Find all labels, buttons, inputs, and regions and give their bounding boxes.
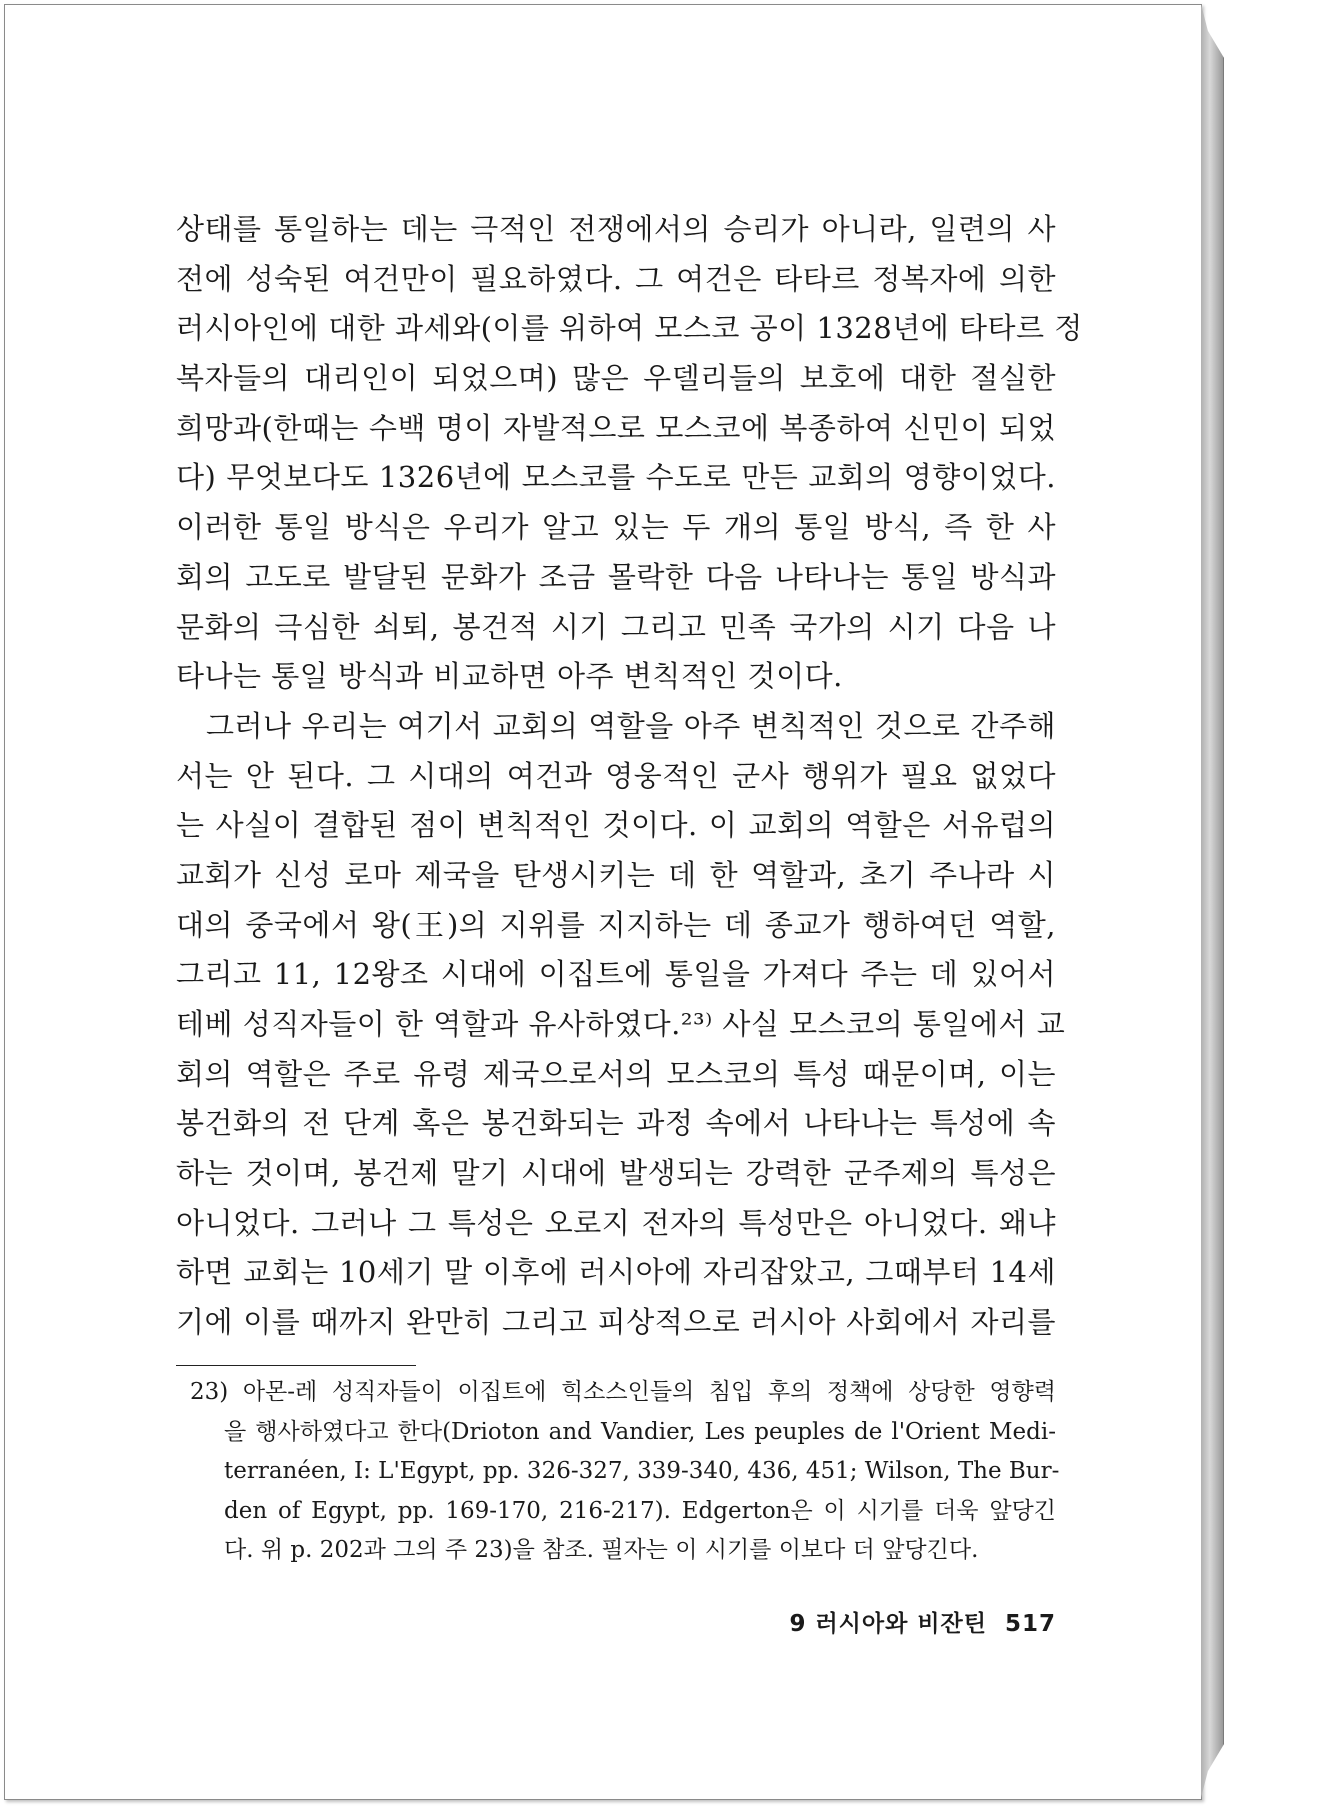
footnote-line: 다. 위 p. 202과 그의 주 23)을 참조. 필자는 이 시기를 이보다 더 앞당긴다. bbox=[224, 1537, 979, 1563]
body-line: 전에 성숙된 여건만이 필요하였다. 그 여건은 타타르 정복자에 의한 bbox=[176, 261, 1056, 296]
body-line: 그리고 11, 12왕조 시대에 이집트에 통일을 가져다 주는 데 있어서 bbox=[176, 957, 1056, 992]
body-line: 교회가 신성 로마 제국을 탄생시키는 데 한 역할과, 초기 주나라 시 bbox=[176, 857, 1056, 892]
body-line: 기에 이를 때까지 완만히 그리고 피상적으로 러시아 사회에서 자리를 bbox=[176, 1305, 1056, 1340]
body-line: 하는 것이며, 봉건제 말기 시대에 발생되는 강력한 군주제의 특성은 bbox=[176, 1156, 1056, 1191]
body-line: 아니었다. 그러나 그 특성은 오로지 전자의 특성만은 아니었다. 왜냐 bbox=[176, 1205, 1056, 1240]
page-stack-edge bbox=[1201, 4, 1224, 1798]
body-line: 테베 성직자들이 한 역할과 유사하였다.²³⁾ 사실 모스코의 통일에서 교 bbox=[176, 1007, 1066, 1041]
running-footer bbox=[789, 1605, 1056, 1638]
body-text bbox=[176, 205, 1083, 1348]
footnote-line: den of Egypt, pp. 169-170, 216-217). Edgerton은 이 시기를 더욱 앞당긴 bbox=[224, 1497, 1056, 1524]
body-line: 타나는 통일 방식과 비교하면 아주 변칙적인 것이다. bbox=[176, 659, 843, 694]
body-line: 복자들의 대리인이 되었으며) 많은 우델리들의 보호에 대한 절실한 bbox=[176, 361, 1056, 396]
footnote bbox=[190, 1373, 1060, 1571]
body-line: 대의 중국에서 왕(王)의 지위를 지지하는 데 종교가 행하여던 역할, bbox=[176, 907, 1056, 942]
body-line: 그러나 우리는 여기서 교회의 역할을 아주 변칙적인 것으로 간주해 bbox=[206, 708, 1056, 743]
footnote-divider bbox=[176, 1365, 416, 1366]
body-line: 봉건화의 전 단계 혹은 봉건화되는 과정 속에서 나타나는 특성에 속 bbox=[176, 1106, 1056, 1141]
footnote-line: terranéen, Ⅰ: L'Egypt, pp. 326-327, 339-340, 436, 451; Wilson, The Bur- bbox=[224, 1458, 1060, 1484]
body-line: 이러한 통일 방식은 우리가 알고 있는 두 개의 통일 방식, 즉 한 사 bbox=[176, 510, 1056, 545]
footnote-line: 을 행사하였다고 한다(Drioton and Vandier, Les peuples de l'Orient Medi- bbox=[224, 1418, 1056, 1445]
body-line: 는 사실이 결합된 점이 변칙적인 것이다. 이 교회의 역할은 서유럽의 bbox=[176, 808, 1056, 843]
body-line: 다) 무엇보다도 1326년에 모스코를 수도로 만든 교회의 영향이었다. bbox=[176, 460, 1056, 495]
chapter-title: 9 러시아와 비잔틴 bbox=[789, 1611, 987, 1637]
body-line: 회의 고도로 발달된 문화가 조금 몰락한 다음 나타나는 통일 방식과 bbox=[176, 559, 1056, 594]
body-line: 회의 역할은 주로 유령 제국으로서의 모스코의 특성 때문이며, 이는 bbox=[176, 1056, 1056, 1091]
body-line: 하면 교회는 10세기 말 이후에 러시아에 자리잡았고, 그때부터 14세 bbox=[176, 1255, 1056, 1290]
body-line: 러시아인에 대한 과세와(이를 위하여 모스코 공이 1328년에 타타르 정 bbox=[176, 311, 1083, 346]
body-line: 희망과(한때는 수백 명이 자발적으로 모스코에 복종하여 신민이 되었 bbox=[176, 410, 1056, 445]
body-line: 서는 안 된다. 그 시대의 여건과 영웅적인 군사 행위가 필요 없었다 bbox=[176, 758, 1056, 793]
footnote-line: 23) 아몬-레 성직자들이 이집트에 힉소스인들의 침입 후의 정책에 상당한 영향력 bbox=[190, 1379, 1056, 1405]
body-line: 상태를 통일하는 데는 극적인 전쟁에서의 승리가 아니라, 일련의 사 bbox=[176, 212, 1056, 246]
body-line: 문화의 극심한 쇠퇴, 봉건적 시기 그리고 민족 국가의 시기 다음 나 bbox=[176, 609, 1056, 644]
page-number: 517 bbox=[1004, 1611, 1056, 1637]
